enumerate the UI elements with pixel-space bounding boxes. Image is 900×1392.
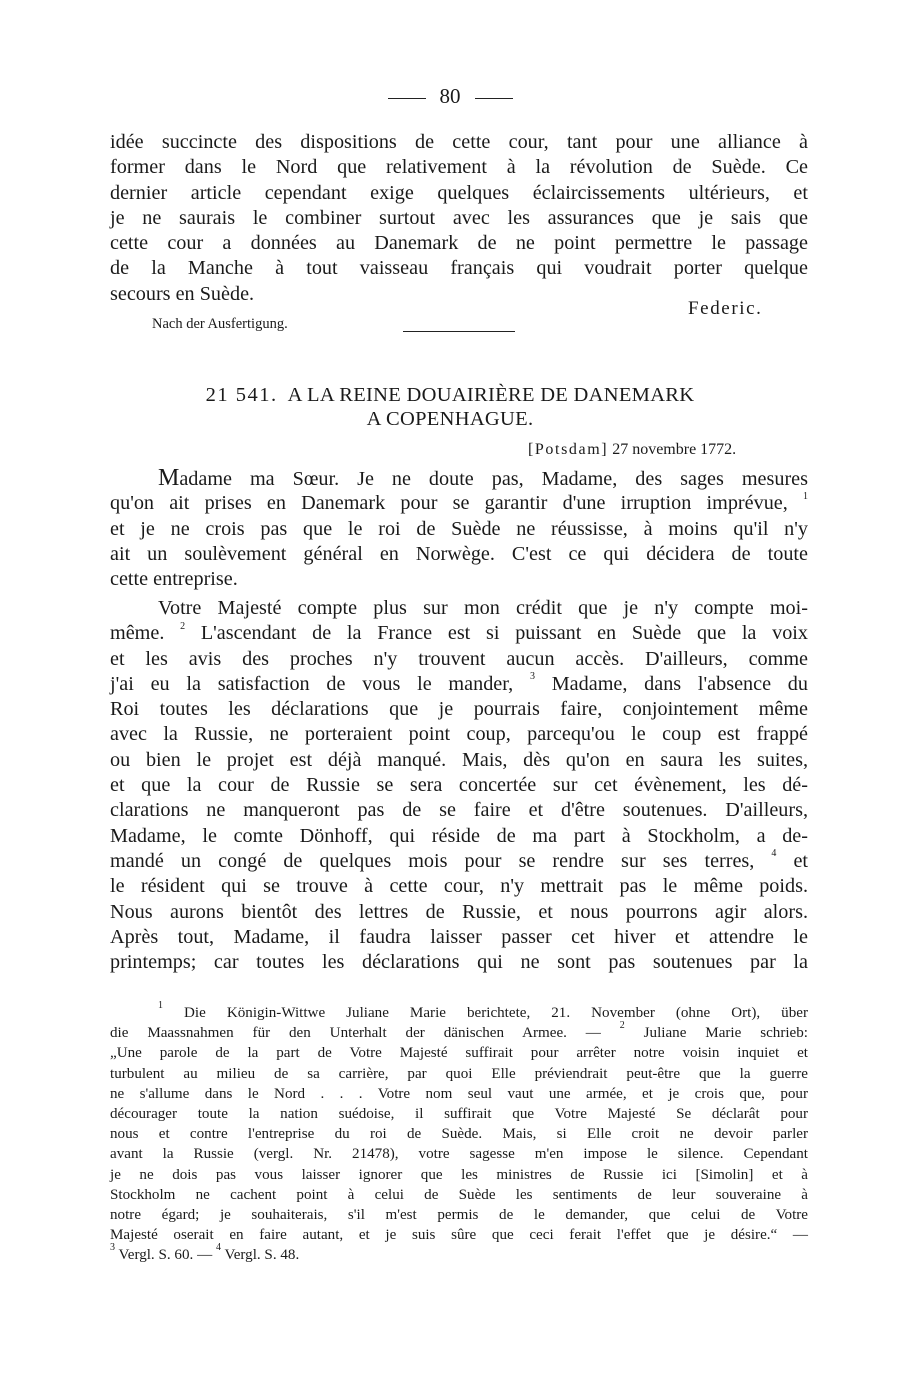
text-line: Après tout, Madame, il faudra laisser passer cet hiver et attendre le: [110, 925, 808, 948]
text-line: clarations ne manqueront pas de se faire et d'être soutenues. D'ailleurs,: [110, 799, 808, 822]
text-line: de la Manche à tout vaisseau français qui voudrait porter quelque: [110, 257, 808, 280]
text-line: printemps; car toutes les déclarations qui ne sont pas soutenues par la: [110, 951, 808, 974]
letter-heading: [0, 384, 900, 407]
paragraph-2: [110, 596, 808, 975]
text-line: le résident qui se trouve à cette cour, n'y mettrait pas le même poids.: [110, 875, 808, 898]
text-line: qu'on ait prises en Danemark pour se garantir d'une irruption imprévue, $^1$: [110, 490, 809, 515]
dateline: [528, 441, 736, 459]
footnote-line: avant la Russie (vergl. Nr. 21478), votre sagesse m'en impose le silence. Cependant: [110, 1146, 808, 1163]
text-line: ait un soulèvement général en Norwège. C'est ce qui décidera de toute: [110, 542, 808, 565]
letter-heading-place: A COPENHAGUE.: [366, 408, 534, 430]
footnote-ref: 1: [803, 490, 809, 502]
header-dash-right: [475, 98, 513, 99]
text-line: former dans le Nord que relativement à la révolution de Suède. Ce: [110, 156, 808, 179]
footnote-line: $^3$ Vergl. S. 60. — $^4$ Vergl. S. 48.: [110, 1242, 300, 1264]
text-line: et je ne crois pas que le roi de Suède ne réussisse, à moins qu'il n'y: [110, 517, 808, 540]
footnote-line: décourager toute la nation suédoise, il suffirait que Votre Majesté Se déclarât pour: [110, 1105, 808, 1122]
footnote-line: Stockholm ne cachent point à celui de Suède les sentiments de leur souveraine à: [110, 1186, 808, 1203]
initial-letter: M: [158, 465, 180, 491]
text-line: Madame ma Sœur. Je ne doute pas, Madame, des sages mesures: [158, 465, 808, 491]
section-divider: [403, 331, 515, 332]
footnote-line: $^1$ Die Königin-Wittwe Juliane Marie berichtete, 21. November (ohne Ort), über: [158, 999, 808, 1021]
footnote-ref: 3: [529, 671, 535, 683]
header-dash-left: [388, 98, 426, 99]
text-line: idée succincte des dispositions de cette cour, tant pour une alliance à: [110, 131, 808, 153]
text-line: avec la Russie, ne porteraient point coup, parcequ'ou le coup est frappé: [110, 723, 808, 746]
footnote-mark: 2: [619, 1020, 625, 1032]
text-line: et les avis des proches n'y trouvent aucun accès. D'ailleurs, comme: [110, 647, 808, 670]
footnote-line: „Une parole de la part de Votre Majesté suffirait pour arrêter notre voisin inquiet et: [110, 1045, 808, 1062]
continuation-text: [110, 130, 808, 307]
text-line: j'ai eu la satisfaction de vous le mander, $^3$ Madame, dans l'absence du: [110, 671, 808, 695]
footnote-line: notre égard; je souhaiterais, s'il m'est permis de le demander, que celui de Votre: [110, 1206, 808, 1223]
footnote-line: turbulent au milieu de sa carrière, par quoi Elle préviendrait peut-être que la guerre: [110, 1065, 808, 1082]
text-line: secours en Suède.: [110, 282, 255, 305]
text-line: mandé un congé de quelques mois pour se rendre sur ses terres, $^4$ et: [110, 848, 809, 872]
letter-number: 21 541.: [205, 384, 278, 406]
source-note: Nach der Ausfertigung.: [152, 316, 288, 332]
footnote-line: die Maassnahmen für den Unterhalt der dänischen Armee. — $^2$ Juliane Marie schrieb:: [110, 1020, 808, 1042]
text-line: et que la cour de Russie se sera concertée sur cet évènement, les dé-: [110, 774, 808, 797]
text-line: même. $^2$ L'ascendant de la France est si puissant en Suède que la voix: [110, 620, 809, 645]
footnote-line: nous et contre l'entreprise du roi de Suède. Mais, si Elle croit ne devoir parler: [110, 1126, 808, 1143]
text-line: ou bien le projet est déjà manqué. Mais, dès qu'on en saura les suites,: [110, 748, 808, 771]
footnote-line: ne s'allume dans le Nord . . . Votre nom seul vaut une armée, et je crois que, pour: [110, 1085, 808, 1102]
footnote-line: Majesté oserait en faire autant, et je suis sûre que ceci ferait l'effet que je désire.“ —: [110, 1227, 808, 1244]
footnote-ref: 2: [180, 620, 186, 632]
footnote-line: je ne dois pas vous laisser ignorer que les ministres de Russie ici [Simolin] et à: [110, 1166, 808, 1183]
footnote-mark: 3: [110, 1242, 115, 1254]
date-place: [Potsdam]: [528, 441, 609, 458]
date: 27 novembre 1772.: [612, 441, 737, 458]
text-line: cette entreprise.: [110, 568, 238, 591]
footnote-mark: 4: [215, 1242, 221, 1254]
text-line: dernier article cependant exige quelques éclaircissements ultérieurs, et: [110, 181, 808, 204]
letter-addressee: A LA REINE DOUAIRIÈRE DE DANEMARK: [287, 384, 695, 406]
text-line: je ne saurais le combiner surtout avec les assurances que je sais que: [110, 206, 808, 229]
page-number: 80: [439, 84, 461, 108]
text-line: cette cour a données au Danemark de ne point permettre le passage: [110, 232, 808, 255]
text-line: Roi toutes les déclarations que je pourrais faire, conjointement même: [110, 698, 808, 721]
footnotes: [110, 999, 808, 1265]
signature: Federic.: [688, 298, 763, 319]
footnote-ref: 4: [771, 848, 777, 860]
footnote-mark: 1: [158, 999, 163, 1011]
text-line: Madame, le comte Dönhoff, qui réside de ma part à Stockholm, a de-: [110, 824, 808, 847]
page-header: [0, 84, 900, 109]
text-line: Votre Majesté compte plus sur mon crédit que je n'y compte moi-: [158, 597, 808, 619]
paragraph-1: [110, 466, 808, 592]
text-line: Nous aurons bientôt des lettres de Russie, et nous pourrons agir alors.: [110, 900, 808, 923]
